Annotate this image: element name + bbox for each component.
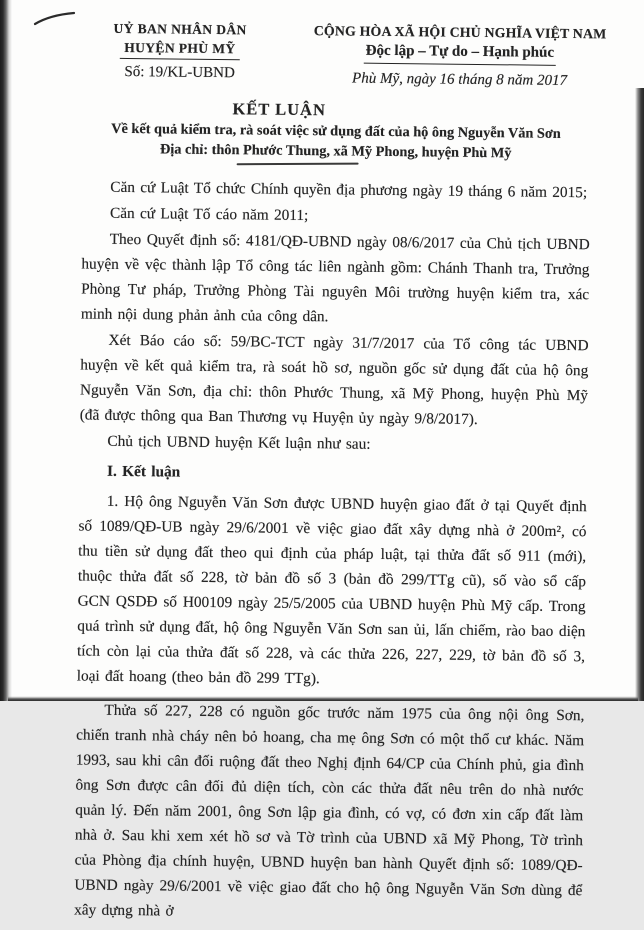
title-block	[0, 97, 643, 164]
document-address: Địa chỉ: thôn Phước Thung, xã Mỹ Phong, huyện Phù Mỹ	[159, 141, 512, 162]
national-header-block	[304, 23, 615, 91]
issuing-org-line2	[60, 39, 300, 61]
issuing-org-line2-text: HUYỆN PHÙ MỸ	[120, 40, 240, 60]
paragraph-conclusion-2: Thửa số 227, 228 có nguồn gốc trước năm 1975 của ông nội ông Sơn, chiến tranh nhà cháy nên bỏ hoang, cha mẹ ông Sơn có một thổ cư khác. Năm 1993, sau khi cân đối ruộng đất theo Nghị định 64/CP của Chính phủ, gia đình ông Sơn được cân đối đủ diện tích, còn các thửa đất nêu trên do nhà nước quản lý. Đến năm 2001, ông Sơn lập gia đình, có vợ, có đơn xin cấp đất làm nhà ở. Sau khi xem xét hồ sơ và Tờ trình của UBND xã Mỹ Phong, Tờ trình của Phòng địa chính huyện, UBND huyện ban hành Quyết định số: 1089/QĐ-UBND ngày 29/6/2001 về việc giao đất cho hộ ông Nguyễn Văn Sơn dùng để xây dựng nhà ở	[74, 701, 585, 920]
scan-edge-right	[635, 88, 644, 701]
document-type-title: KẾT LUẬN	[232, 99, 327, 120]
national-motto-line1: CỘNG HÒA XÃ HỘI CHỦ NGHĨA VIỆT NAM	[313, 23, 607, 42]
paragraph-legal-basis-2: Căn cứ Luật Tố cáo năm 2011;	[109, 204, 309, 225]
scan-edge-bottom	[8, 696, 638, 701]
section-heading-conclusion: I. Kết luận	[107, 462, 181, 481]
issuing-org-line1: UỶ BAN NHÂN DÂN	[113, 20, 247, 38]
pen-checkmark-icon	[30, 6, 80, 32]
national-motto-line2	[305, 42, 615, 67]
paragraph-legal-basis-1: Căn cứ Luật Tổ chức Chính quyền địa phương ngày 19 tháng 6 năm 2015;	[110, 178, 588, 202]
place-and-date: Phù Mỹ, ngày 16 tháng 8 năm 2017	[351, 70, 568, 89]
document-number: Số: 19/KL-UBND	[124, 63, 235, 82]
paragraph-decision-4181: Theo Quyết định số: 4181/QĐ-UBND ngày 08/6/2017 của Chủ tịch UBND huyện về vệc thành lập Tổ công tác liên ngành gồm: Chánh Thanh tra, Trưởng Phòng Tư pháp, Trưởng Phòng Tài nguyên Môi trường huyện kiểm tra, xác minh nội dung phản ảnh của công dân.	[80, 230, 590, 326]
document-header	[0, 20, 644, 91]
scan-edge-left	[0, 0, 12, 701]
paragraph-report-59: Xét Báo cáo số: 59/BC-TCT ngày 31/7/2017 của Tổ công tác UBND huyện về kết quả kiểm tra, rà soát hồ sơ, nguồn gốc sử dụng đất của hộ ông Nguyễn Văn Sơn, địa chỉ: thôn Phước Thung, xã Mỹ Phong, huyện Phù Mỹ (đã được thông qua Ban Thương vụ Huyện ủy ngày 9/8/2017).	[79, 331, 589, 428]
paragraph-chairman-concludes: Chủ tịch UBND huyện Kết luận như sau:	[107, 432, 371, 453]
document-subject: Về kết quả kiểm tra, rà soát việc sử dụng đất của hộ ông Nguyễn Văn Sơn	[111, 120, 561, 142]
paragraph-conclusion-1: 1. Hộ ông Nguyễn Văn Sơn được UBND huyện giao đất ở tại Quyết định số 1089/QĐ-UB ngày 29/6/2001 về việc giao đất xây dựng nhà ở 200m², có thu tiền sử dụng đất theo qui định của pháp luật, tại thửa đất số 911 (mới), thuộc thửa đất số 228, tờ bản đồ số 3 (bản đồ 299/TTg cũ), số vào sổ cấp GCN QSDĐ số H00109 ngày 25/5/2005 của UBND huyện Phù Mỹ cấp. Trong quá trình sử dụng đất, hộ ông Nguyễn Văn Sơn san ủi, lấn chiếm, rào bao diện tích còn lại của thửa đất số 228, và các thửa 226, 227, 229, tờ bản đồ số 3, loại đất hoang (theo bản đồ 299 TTg).	[76, 492, 587, 688]
pen-underline-mark	[237, 163, 359, 166]
document-body	[0, 174, 642, 929]
issuing-org-block	[59, 20, 300, 87]
national-motto-line2-text: Độc lập – Tự do – Hạnh phúc	[364, 43, 557, 66]
